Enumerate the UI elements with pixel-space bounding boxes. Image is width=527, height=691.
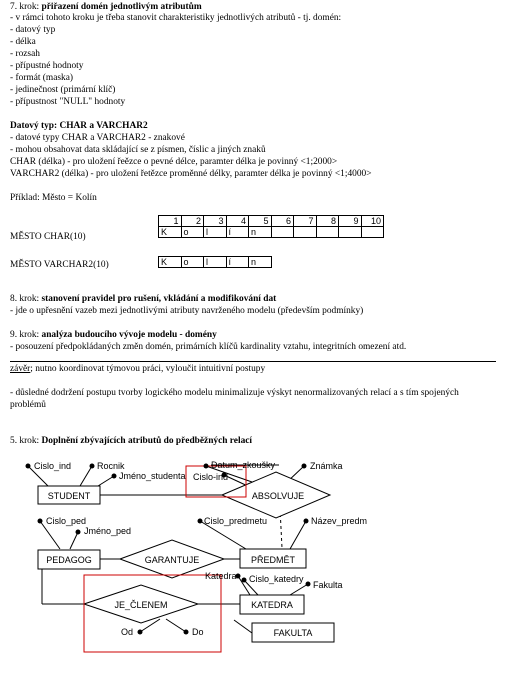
er-diagram: [0, 452, 527, 691]
step8-prefix: 8. krok:: [10, 294, 42, 304]
varchar-value-row: [159, 257, 272, 268]
conclusion-line: [10, 364, 265, 375]
entity-label-fakulta: FAKULTA: [273, 628, 313, 638]
step8-title: stanovení pravidel pro rušení, vkládání a modifikování dat: [41, 294, 277, 304]
char-cell: n: [249, 227, 272, 238]
connector-line: [98, 476, 114, 486]
entity-label-predmet: PŘEDMĚT: [250, 555, 296, 565]
attr-datum-zkousky: Datum_zkoušky: [211, 460, 276, 470]
relation-label-garantuje: GARANTUJE: [144, 555, 200, 565]
char-cell: [361, 227, 384, 238]
varchar-cell: l: [204, 257, 227, 268]
connector-line: [70, 532, 78, 549]
datatype-line: CHAR (délka) - pro uložení řeězce o pevné délce, paramter délka je povinný <1;2000>: [10, 157, 338, 167]
step7-prefix: 7. krok:: [10, 2, 42, 12]
connector-line: [166, 619, 186, 632]
step8-heading: [10, 294, 276, 305]
attribute-dot: [138, 630, 143, 635]
attribute-dot: [302, 464, 307, 469]
attr-nazev-predm: Název_predm: [311, 516, 368, 526]
attr-cislo-katedry: Cislo_katedry: [249, 574, 304, 584]
step7-intro: - v rámci tohoto kroku je třeba stanovit charakteristiky jednotlivých atributů - tj. domén:: [10, 13, 342, 23]
char-label: MĚSTO CHAR(10): [10, 232, 86, 242]
step7-item: - jedinečnost (primární klíč): [10, 85, 116, 95]
char-cell: í: [226, 227, 249, 238]
varchar-grid: [158, 256, 272, 268]
example-line: Příklad: Město = Kolín: [10, 193, 97, 203]
varchar-cell: í: [226, 257, 249, 268]
char-cell: l: [204, 227, 227, 238]
conclusion-line2: problémů: [10, 400, 46, 410]
step8-line: - jde o upřesnění vazeb mezi jednotlivými atributy navrženého modelu (především podmínky): [10, 306, 364, 316]
step7-item: - datový typ: [10, 25, 56, 35]
entity-label-pedagog: PEDAGOG: [46, 555, 92, 565]
attribute-dot: [38, 519, 43, 524]
attr-katedra: Katedra: [205, 571, 237, 581]
varchar-cell: o: [181, 257, 204, 268]
attr-znamka: Známka: [310, 461, 343, 471]
varchar-label: MĚSTO VARCHAR2(10): [10, 260, 109, 270]
grid-number-cell: 9: [339, 216, 362, 227]
datatype-heading: Datový typ: CHAR a VARCHAR2: [10, 121, 148, 131]
attr-jmeno-ped: Jméno_ped: [84, 526, 132, 536]
step5-heading: [10, 436, 252, 447]
varchar-cell: K: [159, 257, 182, 268]
attribute-dot: [306, 582, 311, 587]
attribute-dot: [204, 464, 209, 469]
step7-item: - rozsah: [10, 49, 40, 59]
grid-number-cell: 3: [204, 216, 227, 227]
char-grid: [158, 215, 384, 238]
grid-number-cell: 1: [159, 216, 182, 227]
entity-label-katedra: KATEDRA: [251, 600, 293, 610]
attribute-dot: [242, 578, 247, 583]
varchar-cell: n: [249, 257, 272, 268]
grid-number-cell: 5: [249, 216, 272, 227]
step5-prefix: 5. krok:: [10, 436, 42, 446]
conclusion-line1: - důsledné dodržení postupu tvorby logického modelu minimalizuje výskyt nenormalizovaných relací a s tím spojených: [10, 388, 459, 398]
attribute-dot: [26, 464, 31, 469]
relation-label-absolvuje: ABSOLVUJE: [251, 491, 305, 501]
char-cell: [271, 227, 294, 238]
grid-number-cell: 8: [316, 216, 339, 227]
step5-title: Doplnění zbývajících atributů do předběžných relací: [41, 436, 253, 446]
conclusion-text: ; nutno koordinovat týmovou práci, vyloučit intuitivní postupy: [30, 364, 266, 374]
attr-cislo-ind: Cislo_ind: [34, 461, 72, 471]
attribute-dot: [198, 519, 203, 524]
attr-do: Do: [192, 627, 204, 637]
step9-title: analýza budoucího vývoje modelu - domény: [41, 330, 217, 340]
connector-line: [234, 620, 252, 633]
attr-fakulta: Fakulta: [313, 580, 343, 590]
grid-number-cell: 4: [226, 216, 249, 227]
step7-heading: [10, 2, 202, 13]
attr-cislo-ped: Cislo_ped: [46, 516, 87, 526]
grid-number-cell: 7: [294, 216, 317, 227]
char-cell: K: [159, 227, 182, 238]
attr-cislo-ind-fk: Cislo-ind: [193, 472, 229, 482]
char-cell: [316, 227, 339, 238]
datatype-line: - mohou obsahovat data skládající se z písmen, číslic a jiných znaků: [10, 145, 266, 155]
step7-title: přiřazení domén jednotlivým atributům: [41, 2, 202, 12]
datatype-line: - datové typy CHAR a VARCHAR2 - znakové: [10, 133, 185, 143]
attribute-dot: [184, 630, 189, 635]
grid-number-cell: 2: [181, 216, 204, 227]
char-cell: [294, 227, 317, 238]
connector-line: [80, 466, 92, 486]
conclusion-label: závěr: [10, 364, 31, 374]
relation-label-je-clenem: JE_ČLENEM: [114, 600, 168, 610]
grid-number-cell: 6: [271, 216, 294, 227]
attr-jmeno-studenta: Jméno_studenta: [119, 471, 186, 481]
attr-od: Od: [121, 627, 134, 637]
attr-cislo-predmetu: Cislo_predmetu: [204, 516, 268, 526]
connector-line: [290, 584, 308, 595]
separator-line: [10, 361, 496, 362]
entity-label-student: STUDENT: [47, 491, 91, 501]
step7-item: - přípustnost "NULL" hodnoty: [10, 97, 126, 107]
char-cell: o: [181, 227, 204, 238]
step7-item: - délka: [10, 37, 36, 47]
step7-item: - formát (maska): [10, 73, 73, 83]
grid-number-row: [159, 216, 384, 227]
datatype-line: VARCHAR2 (délka) - pro uložení řetězce proměnné délky, paramter délka je povinný <1;4000>: [10, 169, 372, 179]
attr-rocnik: Rocnik: [97, 461, 125, 471]
attribute-dot: [76, 530, 81, 535]
step7-item: - přípustné hodnoty: [10, 61, 84, 71]
step9-line: - posouzení předpokládaných změn domén, primárních klíčů kardinality vztahu, integritních omezení atd.: [10, 342, 407, 352]
attribute-dot: [304, 519, 309, 524]
char-cell: [339, 227, 362, 238]
step9-heading: [10, 330, 217, 341]
step9-prefix: 9. krok:: [10, 330, 42, 340]
char-value-row: [159, 227, 384, 238]
connector-line: [290, 521, 306, 549]
attribute-dot: [112, 474, 117, 479]
attribute-dot: [90, 464, 95, 469]
grid-number-cell: 10: [361, 216, 384, 227]
